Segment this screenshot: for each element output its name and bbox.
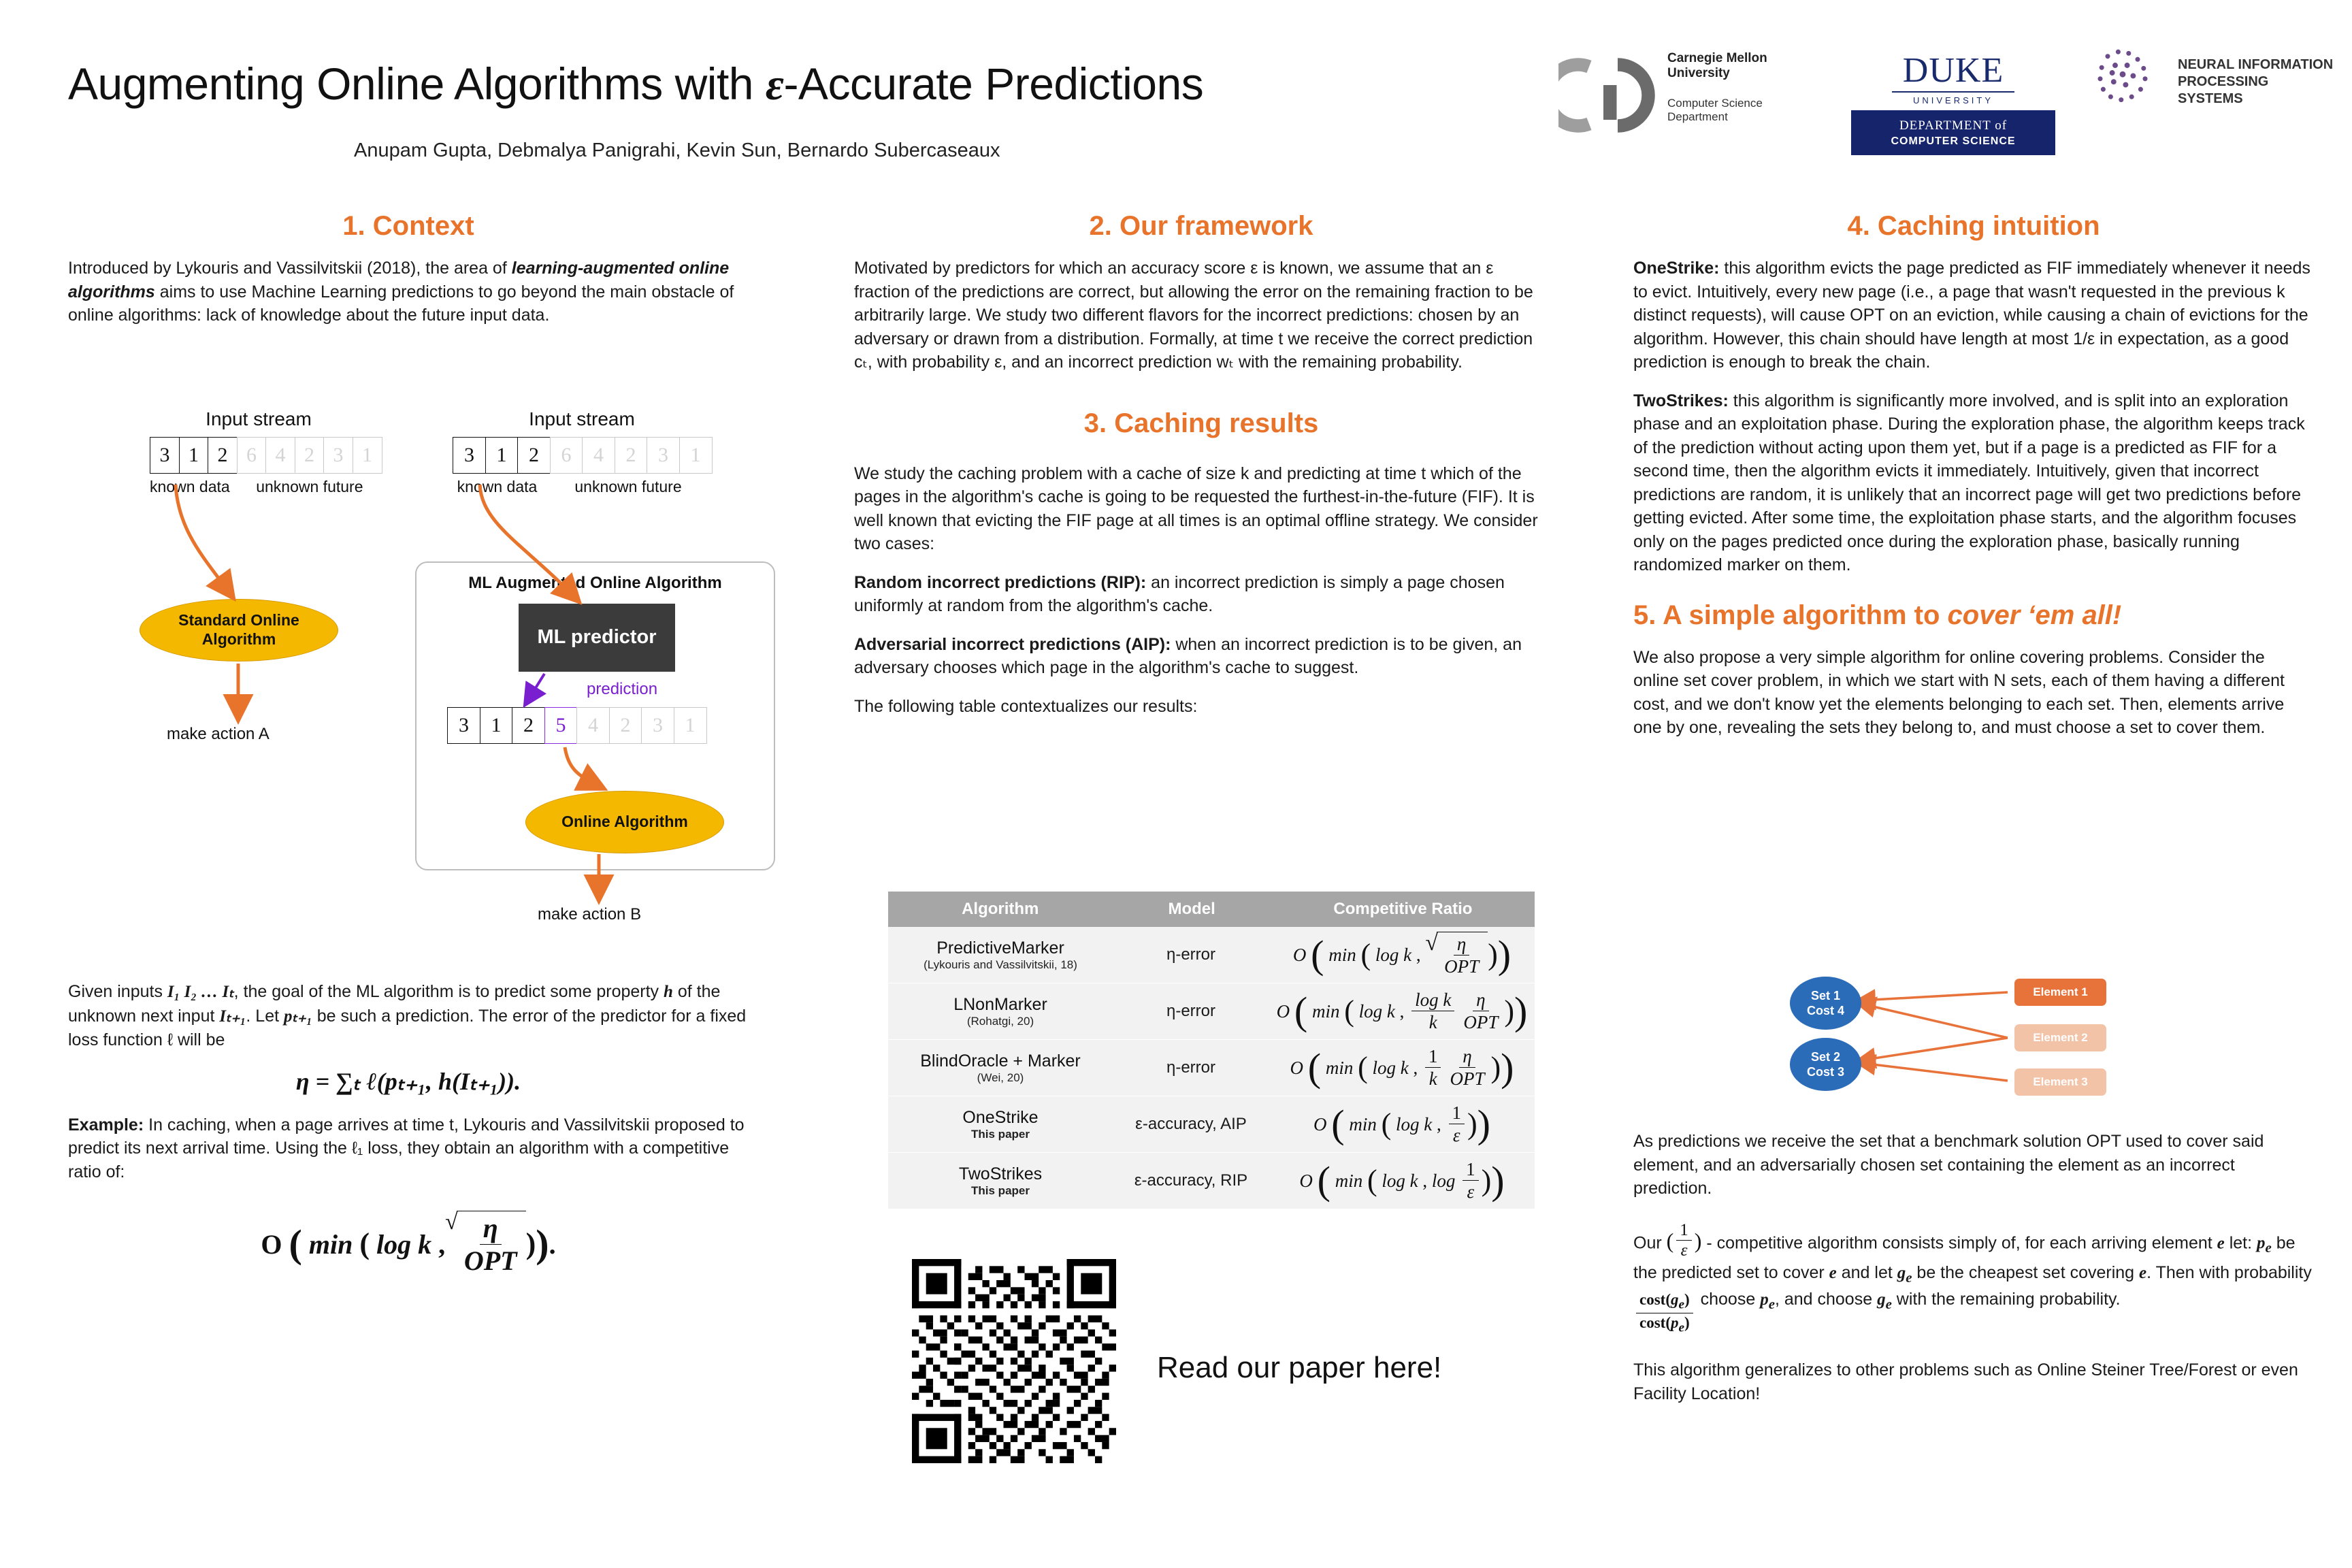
- cell-known: 3: [150, 437, 180, 474]
- duke-rule: [1892, 91, 2014, 93]
- section-heading-caching-results: 3. Caching results: [1083, 408, 1319, 438]
- stream-sublabels-left: [142, 478, 381, 496]
- cmu-logo: [1558, 20, 1820, 177]
- duke-logo: [1851, 33, 2055, 159]
- ratio-formula-visual: O ( min ( log k , √ $\frac{\eta}{\text{OPT}}$ ) ) .: [261, 1209, 556, 1276]
- table-row: [888, 1096, 1535, 1153]
- table-row: [888, 927, 1535, 983]
- cell-unknown: 3: [641, 707, 674, 744]
- eta-formula-text: η = ∑ₜ ℓ(pₜ₊₁, h(Iₜ₊₁)).: [295, 1067, 521, 1095]
- stream-label-left: Input stream: [206, 408, 312, 429]
- context-paragraph-2: [68, 980, 749, 1052]
- table-cell-model: η-error: [1166, 945, 1215, 964]
- author-list: Anupam Gupta, Debmalya Panigrahi, Kevin Sun, Bernardo Subercaseaux: [354, 140, 1000, 161]
- aip-text: when an incorrect prediction is to be given, an adversary chooses which page in the algorithm's cache to suggest.: [854, 634, 1522, 677]
- ctx-p2-inputs: I₁ I₂ … Iₜ: [167, 983, 234, 1001]
- cell-unknown: 6: [550, 437, 583, 474]
- algorithm-name: BlindOracle + Marker: [920, 1051, 1081, 1071]
- context-lower-text: [68, 980, 749, 1277]
- algorithm-note: (Lykouris and Vassilvitskii, 18): [924, 958, 1077, 971]
- example-label: Example:: [68, 1115, 144, 1134]
- twostrikes-paragraph: [1633, 389, 2314, 577]
- stream-sublabels-right: [444, 478, 725, 496]
- ctx-p2-inext: Iₜ₊₁: [219, 1007, 246, 1026]
- set1-label: Set 1: [1810, 988, 1841, 1002]
- ml-stream-cells: [447, 707, 706, 744]
- ctx-p2-p: pₜ₊₁: [284, 1007, 312, 1026]
- cover-heading-italic: cover ‘em all!: [1947, 600, 2122, 630]
- context-p1-emphasis: learning-augmented online algorithms: [68, 259, 730, 301]
- context-example: [68, 1113, 749, 1184]
- ml-predictor-box: [519, 604, 675, 672]
- cell-known: 1: [480, 707, 513, 744]
- known-data-label: known data: [457, 478, 538, 495]
- section-heading-framework: 2. Our framework: [1089, 211, 1313, 241]
- column-context: [68, 211, 749, 342]
- qr-caption: Read our paper here!: [1157, 1351, 1442, 1384]
- table-cell-ratio: [1269, 1159, 1535, 1203]
- algorithm-name: OneStrike: [962, 1107, 1039, 1127]
- stream-cells-left: [150, 437, 381, 474]
- algorithm-name: LNonMarker: [953, 994, 1047, 1014]
- unknown-future-label: unknown future: [574, 478, 682, 495]
- cell-unknown: 3: [647, 437, 680, 474]
- eta-formula: [68, 1067, 749, 1096]
- cell-unknown: 6: [237, 437, 267, 474]
- set-node-1: [1790, 977, 1861, 1030]
- onestrike-paragraph: [1633, 257, 2314, 374]
- algorithm-note: This paper: [971, 1183, 1030, 1197]
- neurips-dots-icon: [2089, 43, 2171, 118]
- cover-heading-plain: 5. A simple algorithm to: [1633, 600, 1948, 630]
- algorithm-name: PredictiveMarker: [936, 938, 1064, 958]
- table-intro: The following table contextualizes our results:: [854, 696, 1198, 716]
- cell-known: 1: [485, 437, 519, 474]
- ml-augmented-frame: [415, 561, 775, 870]
- cmu-name: [1667, 51, 1817, 82]
- rip-text: an incorrect prediction is simply a page chosen uniformly at random from the algorithm's cache.: [854, 572, 1505, 615]
- table-header-row: [888, 892, 1535, 927]
- title-post: -Accurate Predictions: [783, 59, 1204, 109]
- table-cell-model: η-error: [1166, 1058, 1215, 1077]
- cover-paragraph-4: This algorithm generalizes to other problems such as Online Steiner Tree/Forest or even Facility Location!: [1633, 1360, 2298, 1403]
- diagram-ml-augmented-stream: [439, 408, 725, 496]
- ratio-formula: [68, 1211, 749, 1277]
- cell-unknown: 4: [576, 707, 610, 744]
- cell-known: 2: [517, 437, 551, 474]
- cell-known: 3: [447, 707, 480, 744]
- cell-unknown: 1: [679, 437, 713, 474]
- stream-cells-right: [453, 437, 725, 474]
- ctx-p2-b: , the goal of the ML algorithm is to predict some property: [233, 982, 664, 1001]
- ratio-visual: O ( min ( log k , $\frac{1}{\varepsilon}$ ) ): [1313, 1101, 1490, 1146]
- twostrikes-text: this algorithm is significantly more involved, and is split into an exploration phase and an exploitation phase. During the exploration phase, the algorithm keeps track of the prediction without acting upon them yet, but if a page is a predicted as FIF for a second time, then the algorithm evicts it immediately. Intuitively, given that incorrect predictions are random, it is unlikely that an incorrect page will get two predictions before getting evicted. After some time, the exploitation phase starts, and the algorithm focuses only on the pages predicted once during the exploration phase, basically running randomized marker on them.: [1633, 391, 2305, 574]
- table-cell-ratio: [1269, 1102, 1535, 1146]
- cell-prediction: 5: [544, 707, 578, 744]
- context-p1a: Introduced by Lykouris and Vassilvitskii (2018), the area of: [68, 259, 512, 278]
- caching-results-paragraph-1: We study the caching problem with a cache of size k and predicting at time t which of the pages in the algorithm's cache is going to be requested the furthest-in-the-future (FIF). It is well known that evicting the FIF page at all times is an optimal offline strategy. We consider two cases:: [854, 463, 1538, 553]
- stream-label-right: Input stream: [529, 408, 635, 429]
- cell-unknown: 2: [295, 437, 325, 474]
- make-action-a-label: make action A: [167, 725, 270, 743]
- ratio-visual: O ( min ( log k , $\frac{\text{log k}}{k}$ $\frac{\eta}{\text{OPT}}$ ) ): [1276, 988, 1528, 1033]
- table-header-algorithm: Algorithm: [962, 900, 1039, 918]
- cell-known: 1: [179, 437, 209, 474]
- results-table: [888, 892, 1535, 1209]
- ratio-visual: O ( min ( log k , $\frac{1}{k}$ $\frac{\eta}{\text{OPT}}$ ) ): [1290, 1045, 1514, 1090]
- section-heading-cover: [1633, 600, 2314, 631]
- table-cell-model: ε-accuracy, AIP: [1135, 1115, 1247, 1133]
- standard-online-algorithm-box: [140, 599, 338, 662]
- table-cell-model: η-error: [1166, 1002, 1215, 1020]
- ml-frame-title: ML Augmented Online Algorithm: [468, 574, 722, 592]
- online-algorithm-box: [525, 791, 724, 853]
- cell-unknown: 2: [609, 707, 642, 744]
- cell-known: 2: [512, 707, 545, 744]
- cover-lower-text: [1633, 1130, 2314, 1420]
- element-node-2: Element 2: [2014, 1024, 2106, 1051]
- ctx-p2-d: . Let: [246, 1006, 284, 1026]
- cmu-mark-icon: [1558, 44, 1661, 146]
- algorithm-note: (Rohatgi, 20): [966, 1014, 1034, 1028]
- table-row: [888, 1153, 1535, 1209]
- neurips-logo: [2089, 37, 2334, 126]
- qr-code[interactable]: [912, 1259, 1116, 1463]
- table-cell-algorithm: [888, 1108, 1113, 1141]
- table-cell-algorithm: [888, 1164, 1113, 1198]
- cmu-name-text: Carnegie Mellon University: [1667, 51, 1767, 81]
- table-row: [888, 1040, 1535, 1096]
- set1-cost: Cost 4: [1806, 1004, 1844, 1017]
- table-cell-algorithm: [888, 1051, 1113, 1085]
- cell-known: 3: [453, 437, 486, 474]
- ctx-p2-e: be such a prediction. The error of the predictor for a fixed loss function ℓ will be: [68, 1006, 747, 1049]
- set-cover-diagram: [1769, 973, 2191, 1109]
- table-row: [888, 983, 1535, 1040]
- unknown-future-label: unknown future: [256, 478, 363, 495]
- section-heading-caching-intuition: 4. Caching intuition: [1847, 211, 2100, 241]
- cell-unknown: 1: [353, 437, 382, 474]
- cell-unknown: 4: [582, 437, 615, 474]
- duke-department: [1851, 110, 2055, 155]
- twostrikes-label: TwoStrikes:: [1633, 391, 1729, 410]
- cell-unknown: 3: [323, 437, 353, 474]
- algorithm-note: This paper: [971, 1127, 1030, 1141]
- cell-unknown: 1: [674, 707, 707, 744]
- online-box-label: Online Algorithm: [561, 813, 688, 831]
- set2-label: Set 2: [1810, 1049, 1841, 1064]
- title-pre: Augmenting Online Algorithms with: [68, 59, 766, 109]
- ctx-p2-a: Given inputs: [68, 982, 167, 1001]
- example-text: In caching, when a page arrives at time t, Lykouris and Vassilvitskii proposed to predict its next arrival time. Using the ℓ₁ loss, they obtain an algorithm with a competitive ratio of:: [68, 1115, 745, 1181]
- set-node-2: [1790, 1038, 1861, 1091]
- ratio-visual: O ( min ( log k , √ $\frac{\eta}{\text{OPT}}$ ) ): [1292, 930, 1512, 977]
- duke-dept-line1: DEPARTMENT of: [1899, 118, 2008, 133]
- ratio-visual: O ( min ( log k , log $\frac{1}{\varepsilon}$ ) ): [1299, 1158, 1505, 1203]
- algorithm-name: TwoStrikes: [958, 1164, 1043, 1183]
- table-header-model: Model: [1168, 900, 1215, 918]
- neurips-text: NEURAL INFORMATION PROCESSING SYSTEMS: [2178, 57, 2334, 106]
- element-node-3: Element 3: [2014, 1068, 2106, 1096]
- duke-dept-line2: COMPUTER SCIENCE: [1891, 135, 2016, 147]
- cell-known: 2: [208, 437, 238, 474]
- page-title: [68, 58, 1524, 111]
- table-cell-algorithm: [888, 938, 1113, 972]
- title-epsilon: ε: [765, 60, 784, 110]
- duke-university-text: UNIVERSITY: [1912, 95, 1993, 105]
- aip-label: Adversarial incorrect predictions (AIP):: [854, 634, 1171, 654]
- cell-unknown: 2: [615, 437, 648, 474]
- cover-paragraph-2: As predictions we receive the set that a benchmark solution OPT used to cover said element, and an adversarially chosen set containing the element as an incorrect prediction.: [1633, 1132, 2264, 1198]
- column-framework: [854, 211, 1548, 733]
- table-cell-ratio: [1269, 1046, 1535, 1090]
- element-node-1: Element 1: [2014, 979, 2106, 1006]
- cmu-dept: Computer Science Department: [1667, 97, 1763, 124]
- ctx-p2-h: h: [664, 983, 673, 1001]
- duke-word: DUKE: [1902, 50, 2004, 90]
- rip-paragraph: [854, 571, 1548, 618]
- diagram-standard: [136, 408, 381, 496]
- onestrike-text: this algorithm evicts the page predicted as FIF immediately whenever it needs to evict. Intuitively, every new page (i.e., a page that wasn't requested in the previous k distinct requests), will cause OPT on an eviction, while causing a chain of evictions for the algorithm. However, this chain should have length at most 1/ε in expectation, as a good prediction is enough to break the chain.: [1633, 259, 2310, 372]
- algorithm-note: (Wei, 20): [977, 1071, 1024, 1084]
- aip-paragraph: [854, 633, 1548, 680]
- section-heading-context: 1. Context: [342, 211, 474, 241]
- ctx-p2-c: of the unknown next input: [68, 982, 721, 1026]
- onestrike-label: OneStrike:: [1633, 259, 1720, 278]
- prediction-label: prediction: [587, 680, 658, 698]
- table-cell-ratio: [1269, 932, 1535, 977]
- rip-label: Random incorrect predictions (RIP):: [854, 572, 1147, 592]
- known-data-label: known data: [150, 478, 230, 495]
- make-action-b-label: make action B: [538, 905, 642, 924]
- column-intuition: [1633, 211, 2314, 755]
- context-p1b: aims to use Machine Learning predictions to go beyond the main obstacle of online algorithms: lack of knowledge about the future input data.: [68, 282, 734, 325]
- cell-unknown: 4: [265, 437, 295, 474]
- table-cell-algorithm: [888, 995, 1113, 1028]
- ml-predictor-label: ML predictor: [537, 626, 657, 649]
- standard-box-label: Standard Online Algorithm: [178, 611, 299, 648]
- table-header-ratio: Competitive Ratio: [1333, 900, 1473, 918]
- table-cell-ratio: [1269, 990, 1535, 1033]
- cover-paragraph-1: We also propose a very simple algorithm for online covering problems. Consider the online set cover problem, in which we start with N sets, each of them having a different cost, and we don't know yet the elements belonging to each set. Then, elements arrive one by one, revealing the sets they belong to, and must choose a set to cover them.: [1633, 647, 2285, 737]
- context-paragraph-1: [68, 257, 749, 327]
- cover-paragraph-3: Our ( $\frac{1}{\varepsilon}$ ) - competitive algorithm consists simply of, for each arriving element e let: $p_e$ be the predicted set to cover e and let $g_e$ be the cheapest set covering e. Then with probability $\frac{\cos t(g_e)}{\cos t(p_e)}$ choose $p_e$, and choose $g_e$ with the remaining probability.: [1633, 1220, 2312, 1335]
- table-cell-model: ε-accuracy, RIP: [1134, 1171, 1248, 1190]
- set2-cost: Cost 3: [1806, 1065, 1844, 1079]
- framework-paragraph-1: Motivated by predictors for which an accuracy score ε is known, we assume that an ε fraction of the predictions are correct, but allowing the error on the remaining fraction to be arbitrarily large. We study two different flavors for the incorrect predictions: chosen by an adversary or drawn from a distribution. Formally, at time t we receive the correct prediction cₜ, with probability ε, and an incorrect prediction wₜ with the remaining probability.: [854, 259, 1533, 372]
